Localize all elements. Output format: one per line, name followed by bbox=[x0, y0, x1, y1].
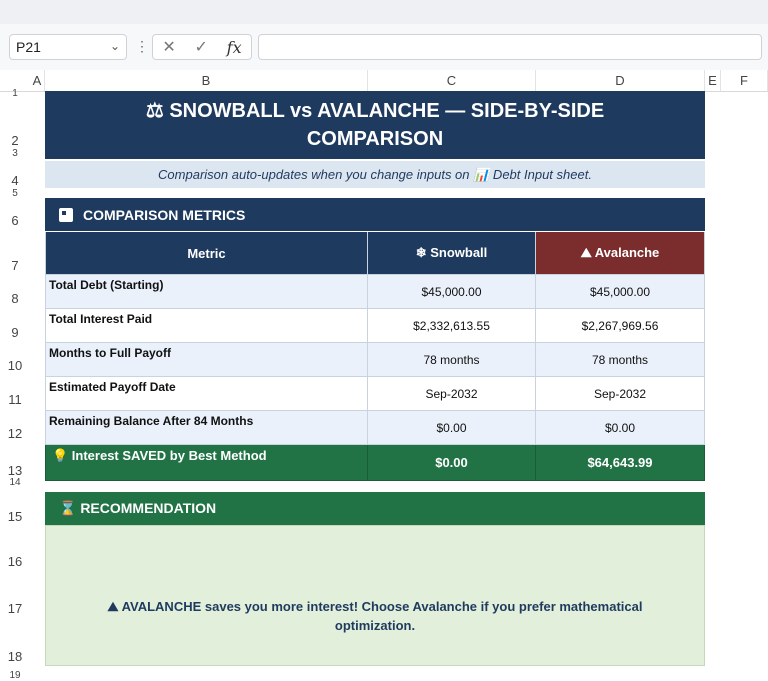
interest-saved-snowball[interactable]: $0.00 bbox=[368, 445, 536, 481]
metric-cell[interactable]: Months to Full Payoff bbox=[45, 343, 368, 377]
formula-input[interactable] bbox=[258, 34, 762, 60]
row-header-14[interactable]: 14 bbox=[9, 477, 21, 488]
avalanche-cell[interactable]: Sep-2032 bbox=[536, 377, 705, 411]
formula-actions bbox=[152, 34, 252, 60]
header-avalanche[interactable]: ⛰ Avalanche bbox=[536, 232, 705, 275]
metric-cell[interactable]: Total Debt (Starting) bbox=[45, 275, 368, 309]
row-header-1[interactable]: 1 bbox=[12, 88, 18, 99]
row-header-9[interactable]: 9 bbox=[11, 325, 19, 340]
interest-saved-row bbox=[45, 445, 705, 481]
table-row bbox=[45, 343, 705, 377]
snowball-cell[interactable]: $2,332,613.55 bbox=[368, 309, 536, 343]
row-header-17[interactable]: 17 bbox=[7, 601, 23, 616]
row-header-12[interactable]: 12 bbox=[7, 426, 23, 441]
header-snowball[interactable]: ❄ Snowball bbox=[368, 232, 536, 275]
column-header-a[interactable]: A bbox=[30, 70, 45, 91]
row-header-6[interactable]: 6 bbox=[11, 213, 19, 228]
header-metric[interactable]: Metric bbox=[45, 232, 368, 275]
column-headers bbox=[0, 70, 768, 92]
recommendation-header[interactable] bbox=[45, 492, 705, 525]
column-header-b[interactable]: B bbox=[45, 70, 368, 91]
column-header-f[interactable]: F bbox=[721, 70, 768, 91]
cancel-icon[interactable]: ✕ bbox=[162, 39, 176, 56]
row-header-8[interactable]: 8 bbox=[11, 291, 19, 306]
row-header-15[interactable]: 15 bbox=[7, 509, 23, 524]
row-headers bbox=[0, 88, 30, 681]
insert-function-icon[interactable]: fx bbox=[226, 37, 242, 57]
snowball-cell[interactable]: $45,000.00 bbox=[368, 275, 536, 309]
avalanche-cell[interactable]: 78 months bbox=[536, 343, 705, 377]
chart-icon bbox=[59, 208, 73, 222]
table-row bbox=[45, 309, 705, 343]
more-options-icon[interactable]: ⋮ bbox=[135, 38, 149, 54]
metric-cell[interactable]: Remaining Balance After 84 Months bbox=[45, 411, 368, 445]
comparison-metrics-label: COMPARISON METRICS bbox=[83, 206, 246, 223]
row-header-10[interactable]: 10 bbox=[7, 358, 23, 373]
interest-saved-avalanche[interactable]: $64,643.99 bbox=[536, 445, 705, 481]
table-row bbox=[45, 275, 705, 309]
avalanche-cell[interactable]: $0.00 bbox=[536, 411, 705, 445]
column-header-d[interactable]: D bbox=[536, 70, 705, 91]
name-box[interactable] bbox=[9, 34, 127, 60]
title-banner[interactable] bbox=[45, 91, 705, 159]
table-row bbox=[45, 377, 705, 411]
avalanche-cell[interactable]: $2,267,969.56 bbox=[536, 309, 705, 343]
row-header-11[interactable]: 11 bbox=[8, 392, 22, 407]
row-header-5[interactable]: 5 bbox=[12, 188, 18, 199]
subtitle-note[interactable]: Comparison auto-updates when you change inputs on 📊 Debt Input sheet. bbox=[45, 161, 705, 188]
recommendation-label: ⌛ RECOMMENDATION bbox=[59, 500, 217, 516]
column-header-c[interactable]: C bbox=[368, 70, 536, 91]
name-box-value: P21 bbox=[16, 39, 41, 55]
row-header-4[interactable]: 4 bbox=[11, 173, 19, 188]
recommendation-text[interactable]: ⛰ AVALANCHE saves you more interest! Choose Avalanche if you prefer mathematical optimization. bbox=[45, 525, 705, 666]
row-header-7[interactable]: 7 bbox=[11, 258, 19, 273]
table-header-row bbox=[45, 232, 705, 275]
chevron-down-icon[interactable]: ⌄ bbox=[109, 39, 120, 53]
row-header-13[interactable]: 13 bbox=[7, 463, 23, 478]
avalanche-cell[interactable]: $45,000.00 bbox=[536, 275, 705, 309]
row-header-3[interactable]: 3 bbox=[12, 148, 18, 159]
metric-cell[interactable]: Estimated Payoff Date bbox=[45, 377, 368, 411]
interest-saved-label[interactable]: 💡 Interest SAVED by Best Method bbox=[45, 445, 368, 481]
table-row bbox=[45, 411, 705, 445]
column-header-e[interactable]: E bbox=[705, 70, 721, 91]
metric-cell[interactable]: Total Interest Paid bbox=[45, 309, 368, 343]
snowball-cell[interactable]: 78 months bbox=[368, 343, 536, 377]
confirm-icon[interactable]: ✓ bbox=[194, 39, 208, 56]
row-header-16[interactable]: 16 bbox=[7, 554, 23, 569]
row-header-19[interactable]: 19 bbox=[9, 670, 21, 681]
row-header-2[interactable]: 2 bbox=[11, 133, 19, 148]
comparison-metrics-header[interactable] bbox=[45, 198, 705, 231]
row-header-18[interactable]: 18 bbox=[7, 649, 23, 664]
title-line-2: COMPARISON bbox=[306, 128, 444, 150]
snowball-cell[interactable]: $0.00 bbox=[368, 411, 536, 445]
title-line-1: ⚖ SNOWBALL vs AVALANCHE — SIDE-BY-SIDE bbox=[145, 100, 605, 122]
snowball-cell[interactable]: Sep-2032 bbox=[368, 377, 536, 411]
ribbon-strip bbox=[0, 0, 768, 25]
